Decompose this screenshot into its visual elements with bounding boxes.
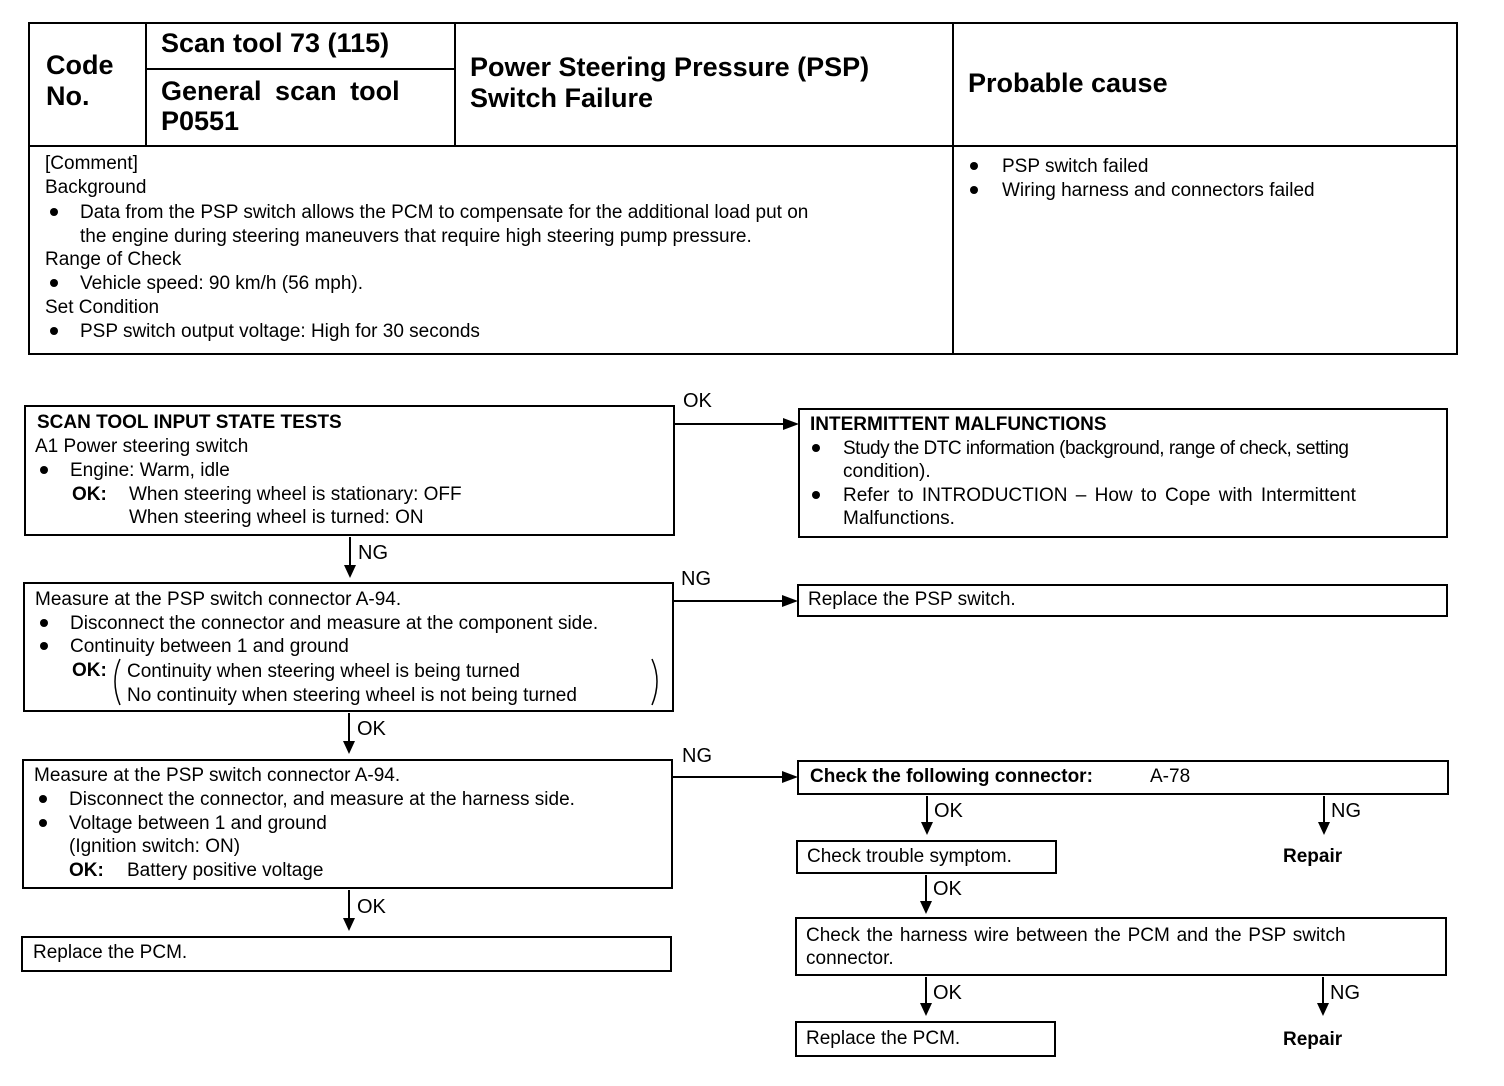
ok-label: OK:: [69, 860, 104, 881]
intermittent-text: condition).: [843, 461, 931, 482]
bracket-right-icon: [648, 657, 664, 707]
header-col-divider-3: [952, 22, 954, 355]
flow-connector: [1322, 977, 1324, 1005]
repair-label: Repair: [1283, 846, 1343, 867]
header-col-divider-2: [454, 22, 456, 146]
measure2-b1: Disconnect the connector, and measure at the harness side.: [69, 789, 575, 810]
intermittent-text: Malfunctions.: [843, 508, 955, 529]
cause-item: PSP switch failed: [1002, 156, 1149, 177]
flow-connector: [673, 776, 784, 778]
bullet-icon: [812, 491, 820, 499]
dtc-title-line2: Switch Failure: [470, 83, 654, 113]
bullet-icon: [40, 466, 48, 474]
bullet-icon: [39, 795, 47, 803]
arrow-down-icon: [1318, 822, 1330, 835]
ok-label: OK:: [72, 484, 107, 505]
harness-check-text: Check the harness wire between the PCM and the PSP switch: [806, 925, 1346, 946]
ng-branch-label: NG: [1330, 982, 1360, 1004]
background-text-1: Data from the PSP switch allows the PCM to compensate for the additional load put on: [80, 202, 809, 223]
intermittent-text: Study the DTC information (background, range of check, setting: [843, 438, 1349, 459]
arrow-down-icon: [920, 1003, 932, 1016]
bullet-icon: [50, 327, 58, 335]
arrow-right-icon: [783, 418, 799, 430]
bullet-icon: [50, 208, 58, 216]
scan-box-ok2: When steering wheel is turned: ON: [129, 507, 424, 528]
bullet-icon: [39, 819, 47, 827]
ok-branch-label: OK: [933, 982, 962, 1004]
replace-switch-text: Replace the PSP switch.: [808, 589, 1016, 610]
flow-connector: [926, 796, 928, 824]
general-scan-tool-label: General scan tool: [161, 76, 400, 106]
bracket-left-icon: [108, 657, 124, 707]
set-item: PSP switch output voltage: High for 30 seconds: [80, 321, 480, 342]
measure1-title: Measure at the PSP switch connector A-94.: [35, 589, 402, 610]
background-heading: Background: [45, 177, 147, 198]
arrow-down-icon: [1317, 1003, 1329, 1016]
bullet-icon: [50, 279, 58, 287]
ok-branch-label: OK: [683, 390, 712, 412]
ok-branch-label: OK: [357, 896, 386, 918]
cause-item: Wiring harness and connectors failed: [1002, 180, 1315, 201]
ok-branch-label: OK: [934, 800, 963, 822]
set-heading: Set Condition: [45, 297, 160, 318]
scan-tool-code: Scan tool 73 (115): [161, 28, 390, 58]
replace-pcm-text: Replace the PCM.: [33, 942, 188, 963]
code-no-label: Code No.: [46, 50, 114, 111]
ng-branch-label: NG: [681, 568, 711, 590]
arrow-down-icon: [920, 901, 932, 914]
scan-tool-divider: [145, 68, 455, 70]
obd-code: P0551: [161, 106, 240, 136]
arrow-down-icon: [343, 741, 355, 754]
replace-pcm-text: Replace the PCM.: [806, 1028, 961, 1049]
arrow-down-icon: [921, 822, 933, 835]
ok-branch-label: OK: [357, 718, 386, 740]
flow-connector: [674, 600, 784, 602]
comment-label: [Comment]: [45, 153, 138, 174]
ng-branch-label: NG: [358, 542, 388, 564]
flow-connector: [675, 423, 785, 425]
harness-check-text: connector.: [806, 948, 894, 969]
arrow-down-icon: [343, 918, 355, 931]
flow-connector: [348, 890, 350, 920]
header-divider: [28, 145, 1458, 147]
bullet-icon: [970, 162, 978, 170]
check-connector-label: Check the following connector:: [810, 766, 1093, 787]
probable-cause-heading: Probable cause: [968, 68, 1168, 98]
intermittent-title: INTERMITTENT MALFUNCTIONS: [810, 414, 1107, 435]
flow-connector: [349, 537, 351, 567]
measure2-ok-text: Battery positive voltage: [127, 860, 324, 881]
check-connector-value: A-78: [1150, 766, 1191, 787]
flow-connector: [1323, 796, 1325, 824]
bullet-icon: [970, 186, 978, 194]
bullet-icon: [40, 619, 48, 627]
scan-box-bullet: Engine: Warm, idle: [70, 460, 230, 481]
measure1-ok2: No continuity when steering wheel is not being turned: [127, 685, 577, 706]
background-text-2: the engine during steering maneuvers that require high steering pump pressure.: [80, 226, 752, 247]
scan-box-line: A1 Power steering switch: [35, 436, 249, 457]
arrow-right-icon: [782, 595, 798, 607]
ng-branch-label: NG: [682, 745, 712, 767]
flow-connector: [348, 713, 350, 743]
ng-branch-label: NG: [1331, 800, 1361, 822]
range-heading: Range of Check: [45, 249, 182, 270]
bullet-icon: [40, 642, 48, 650]
ok-branch-label: OK: [933, 878, 962, 900]
range-item: Vehicle speed: 90 km/h (56 mph).: [80, 273, 364, 294]
scan-box-title: SCAN TOOL INPUT STATE TESTS: [37, 412, 342, 433]
measure1-ok1: Continuity when steering wheel is being turned: [127, 661, 520, 682]
measure2-b2-sub: (Ignition switch: ON): [69, 836, 241, 857]
flow-connector: [925, 977, 927, 1005]
measure2-title: Measure at the PSP switch connector A-94.: [34, 765, 401, 786]
intermittent-text: Refer to INTRODUCTION – How to Cope with Intermittent: [843, 485, 1356, 506]
flow-connector: [925, 875, 927, 903]
check-symptom-text: Check trouble symptom.: [807, 846, 1012, 867]
arrow-right-icon: [782, 771, 798, 783]
header-col-divider-1: [145, 22, 147, 146]
repair-label: Repair: [1283, 1029, 1343, 1050]
scan-box-ok1: When steering wheel is stationary: OFF: [129, 484, 462, 505]
measure1-b1: Disconnect the connector and measure at the component side.: [70, 613, 599, 634]
arrow-down-icon: [344, 565, 356, 578]
bullet-icon: [812, 444, 820, 452]
dtc-title-line1: Power Steering Pressure (PSP): [470, 52, 870, 82]
measure2-b2: Voltage between 1 and ground: [69, 813, 327, 834]
ok-label: OK:: [72, 660, 107, 681]
measure1-b2: Continuity between 1 and ground: [70, 636, 349, 657]
